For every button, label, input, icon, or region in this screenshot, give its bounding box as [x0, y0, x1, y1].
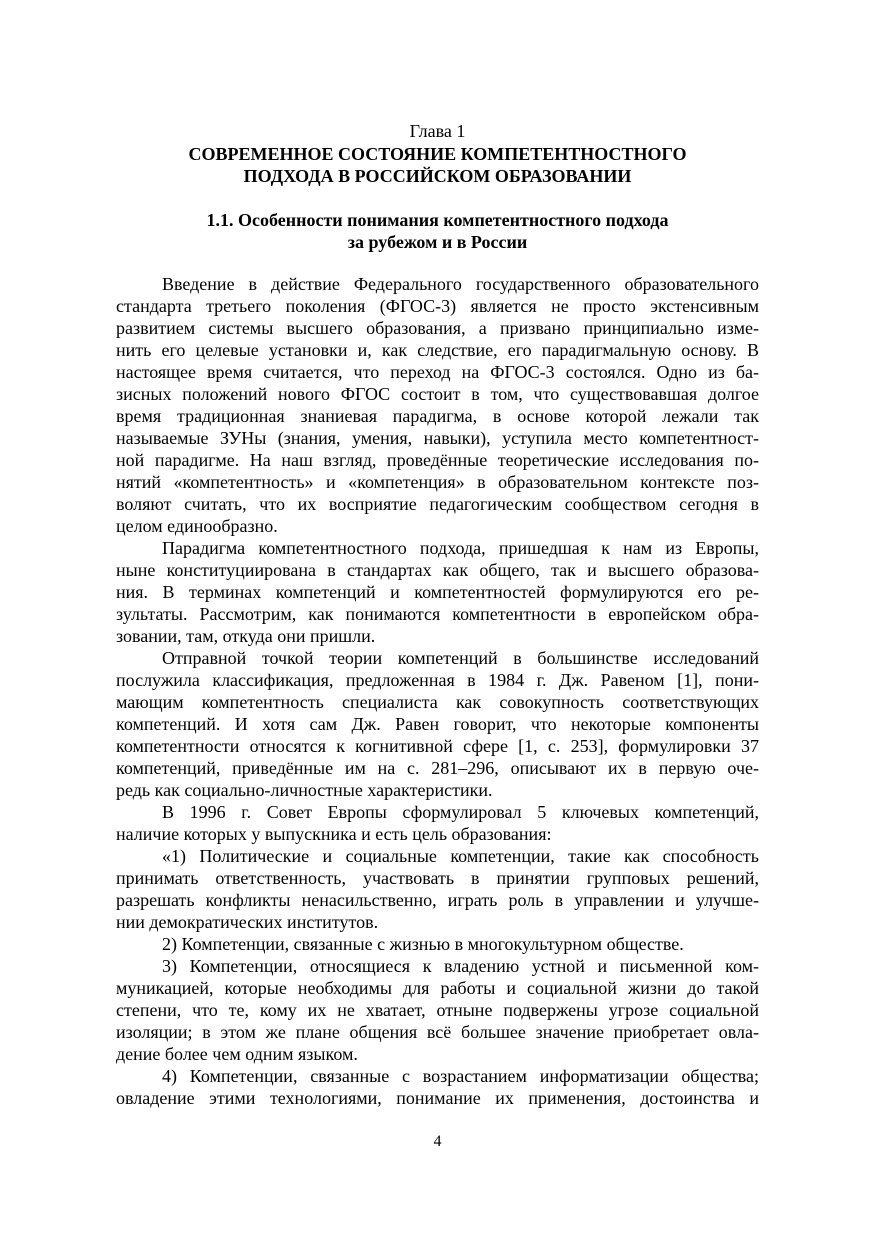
- body-line: ныне конституциирована в стандартах как общего, так и высшего образова-: [116, 560, 759, 580]
- body-line: «1) Политические и социальные компетенции, такие как способность: [162, 846, 759, 866]
- chapter-title-line: ПОДХОДА В РОССИЙСКОМ ОБРАЗОВАНИИ: [243, 166, 632, 186]
- body-line: нии демократических институтов.: [116, 912, 379, 932]
- body-line: мающим компетентность специалиста как совокупность соответствующих: [116, 692, 759, 712]
- body-text: [116, 273, 759, 1109]
- body-line: послужила классификация, предложенная в 1984 г. Дж. Равеном [1], пони-: [116, 670, 759, 690]
- body-line: стандарта третьего поколения (ФГОС-3) является не просто экстенсивным: [116, 296, 759, 316]
- page-number: 4: [433, 1133, 442, 1150]
- body-line: степени, что те, кому их не хватает, отныне подвержены угрозе социальной: [116, 1000, 759, 1020]
- body-line: овладение этими технологиями, понимание их применения, достоинства и: [116, 1088, 759, 1108]
- body-line: воляют считать, что их восприятие педагогическим сообществом сегодня в: [116, 494, 759, 514]
- body-line: нятий «компетентность» и «компетенция» в образовательном контексте поз-: [116, 472, 759, 492]
- body-line: дение более чем одним языком.: [116, 1044, 358, 1064]
- body-line: изоляции; в этом же плане общения всё большее значение приобретает овла-: [116, 1022, 759, 1042]
- body-line: развитием системы высшего образования, а призвано принципиально изме-: [116, 318, 759, 338]
- body-line: нить его целевые установки и, как следствие, его парадигмальную основу. В: [116, 340, 759, 360]
- body-line: Отправной точкой теории компетенций в большинстве исследований: [162, 648, 759, 668]
- chapter-title-line: СОВРЕМЕННОЕ СОСТОЯНИЕ КОМПЕТЕНТНОСТНОГО: [188, 144, 687, 164]
- body-line: зисных положений нового ФГОС состоит в том, что существовавшая долгое: [116, 384, 759, 404]
- section-title-line: 1.1. Особенности понимания компетентностного подхода: [206, 210, 669, 230]
- body-line: В 1996 г. Совет Европы сформулировал 5 ключевых компетенций,: [162, 802, 759, 822]
- body-line: компетенций. И хотя сам Дж. Равен говорит, что некоторые компоненты: [116, 714, 759, 734]
- body-line: зовании, там, откуда они пришли.: [116, 626, 376, 646]
- section-title: [0, 209, 875, 253]
- body-line: время традиционная знаниевая парадигма, в основе которой лежали так: [116, 406, 759, 426]
- chapter-label: Глава 1: [409, 121, 466, 141]
- body-line: принимать ответственность, участвовать в принятии групповых решений,: [116, 868, 759, 888]
- body-line: компетенций, приведённые им на с. 281–296, описывают их в первую оче-: [116, 758, 759, 778]
- body-line: разрешать конфликты ненасильственно, играть роль в управлении и улучше-: [116, 890, 759, 910]
- body-line: ния. В терминах компетенций и компетентностей формулируются его ре-: [116, 582, 759, 602]
- body-line: зультаты. Рассмотрим, как понимаются компетентности в европейском обра-: [116, 604, 759, 624]
- body-line: 3) Компетенции, относящиеся к владению устной и письменной ком-: [162, 956, 759, 976]
- body-line: ной парадигме. На наш взгляд, проведённые теоретические исследования по-: [116, 450, 759, 470]
- body-line: муникацией, которые необходимы для работы и социальной жизни до такой: [116, 978, 759, 998]
- body-line: настоящее время считается, что переход на ФГОС-3 состоялся. Одно из ба-: [116, 362, 759, 382]
- body-line: Введение в действие Федерального государственного образовательного: [162, 274, 759, 294]
- chapter-title: [0, 143, 875, 187]
- body-line: Парадигма компетентностного подхода, пришедшая к нам из Европы,: [162, 538, 759, 558]
- body-line: называемые ЗУНы (знания, умения, навыки), уступила место компетентност-: [116, 428, 759, 448]
- body-line: наличие которых у выпускника и есть цель образования:: [116, 824, 552, 844]
- body-line: 2) Компетенции, связанные с жизнью в многокультурном обществе.: [162, 934, 684, 954]
- body-line: редь как социально-личностные характеристики.: [116, 780, 493, 800]
- body-line: компетентности относятся к когнитивной сфере [1, с. 253], формулировки 37: [116, 736, 759, 756]
- body-line: 4) Компетенции, связанные с возрастанием информатизации общества;: [162, 1066, 759, 1086]
- section-title-line: за рубежом и в России: [347, 232, 528, 252]
- body-line: целом единообразно.: [116, 516, 278, 536]
